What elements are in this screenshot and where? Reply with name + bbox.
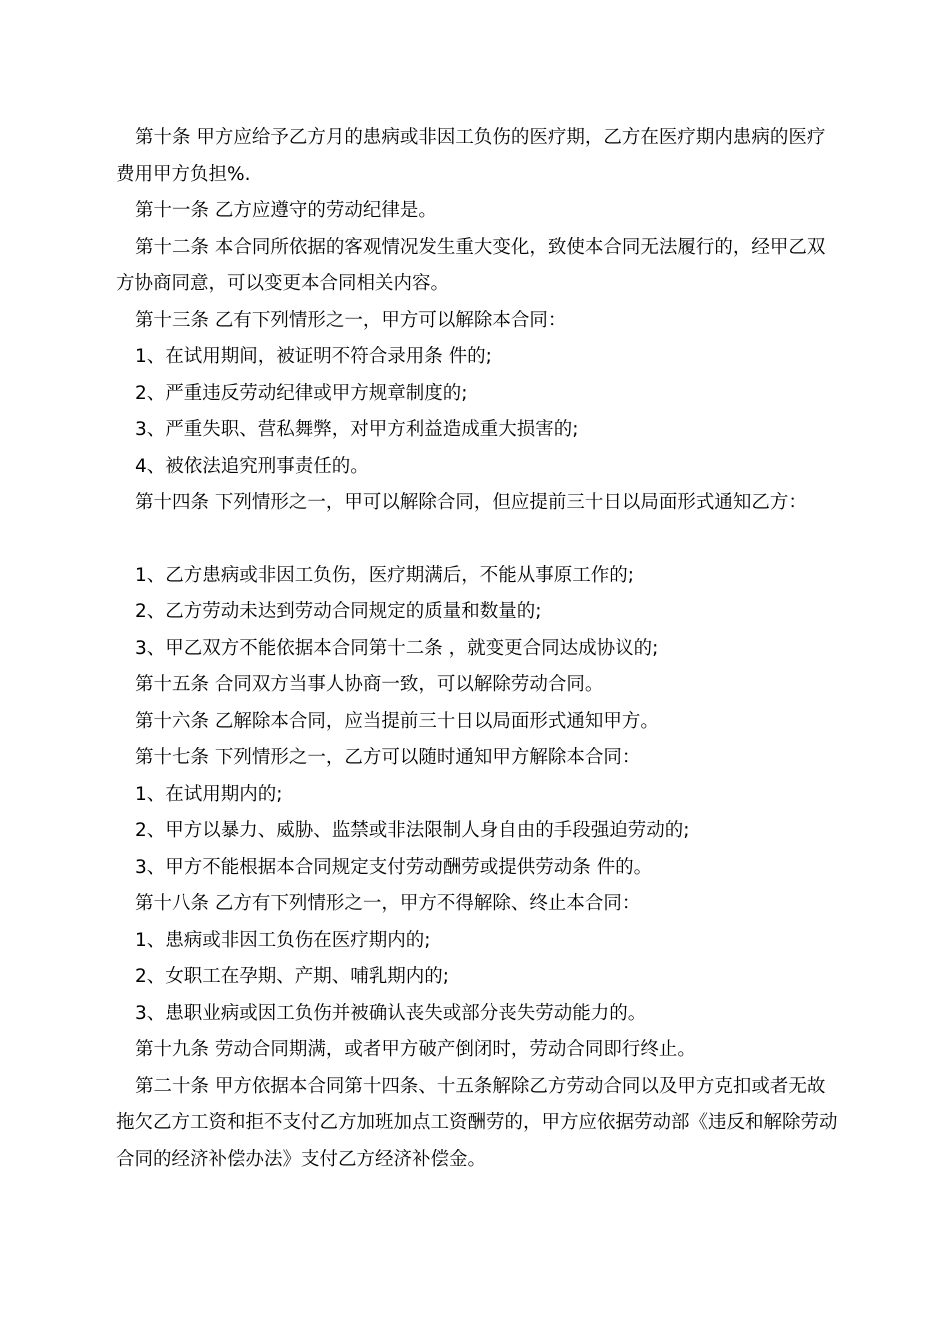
article-13: 第十三条 乙有下列情形之一，甲方可以解除本合同： <box>135 309 567 331</box>
article-18: 第十八条 乙方有下列情形之一，甲方不得解除、终止本合同： <box>135 893 641 914</box>
article-19: 第十九条 劳动合同期满，或者甲方破产倒闭时，劳动合同即行终止。 <box>135 1039 696 1060</box>
article-17-item-2: 2、甲方以暴力、威胁、监禁或非法限制人身自由的手段强迫劳动的; <box>135 820 690 841</box>
article-14: 第十四条 下列情形之一，甲可以解除合同，但应提前三十日以局面形式通知乙方： <box>135 492 807 513</box>
article-18-item-3: 3、患职业病或因工负伤并被确认丧失或部分丧失劳动能力的。 <box>135 1002 647 1024</box>
article-16: 第十六条 乙解除本合同，应当提前三十日以局面形式通知甲方。 <box>135 710 659 732</box>
article-13-item-1: 1、在试用期间，被证明不符合录用条 件的; <box>135 346 492 367</box>
article-17-item-1: 1、在试用期内的; <box>135 783 283 805</box>
article-18-item-1: 1、患病或非因工负伤在医疗期内的; <box>135 929 431 951</box>
document-body <box>116 120 838 1178</box>
article-17-item-3: 3、甲方不能根据本合同规定支付劳动酬劳或提供劳动条 件的。 <box>135 856 653 878</box>
article-20: 第二十条 甲方依据本合同第十四条、十五条解除乙方劳动合同以及甲方克扣或者无故拖欠乙方工资和拒不支付乙方加班加点工资酬劳的，甲方应依据劳动部《违反和解除劳动合同的经济补偿办法》支付乙方经济补偿金。 <box>116 1075 838 1170</box>
blank-line <box>116 522 838 558</box>
article-13-item-3: 3、严重失职、营私舞弊，对甲方利益造成重大损害的; <box>135 419 579 440</box>
article-14-item-1: 1、乙方患病或非因工负伤，医疗期满后，不能从事原工作的; <box>135 564 635 586</box>
article-15: 第十五条 合同双方当事人协商一致，可以解除劳动合同。 <box>135 674 604 695</box>
article-14-item-2: 2、乙方劳动未达到劳动合同规定的质量和数量的; <box>135 601 542 622</box>
article-11: 第十一条 乙方应遵守的劳动纪律是。 <box>135 200 437 221</box>
article-18-item-2: 2、女职工在孕期、产期、哺乳期内的; <box>135 966 450 987</box>
article-14-item-3: 3、甲乙双方不能依据本合同第十二条 ，就变更合同达成协议的; <box>135 637 659 659</box>
article-13-item-4: 4、被依法追究刑事责任的。 <box>135 455 369 477</box>
article-12: 第十二条 本合同所依据的客观情况发生重大变化，致使本合同无法履行的，经甲乙双方协商同意，可以变更本合同相关内容。 <box>116 236 826 294</box>
article-17: 第十七条 下列情形之一，乙方可以随时通知甲方解除本合同： <box>135 747 641 768</box>
article-10: 第十条 甲方应给予乙方月的患病或非因工负伤的医疗期，乙方在医疗期内患病的医疗费用甲方负担%. <box>116 127 826 185</box>
article-13-item-2: 2、严重违反劳动纪律或甲方规章制度的; <box>135 382 468 404</box>
